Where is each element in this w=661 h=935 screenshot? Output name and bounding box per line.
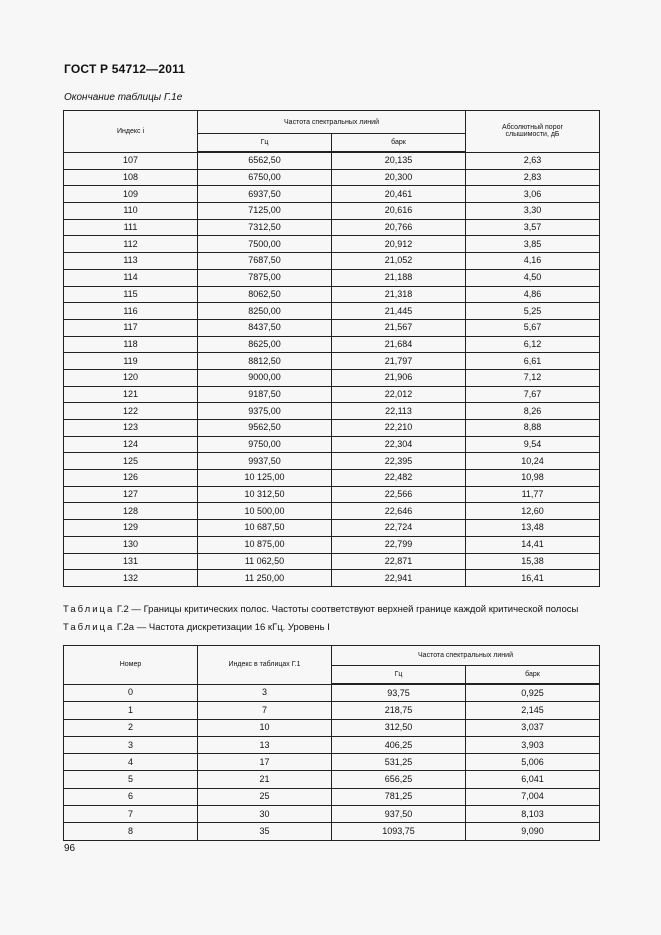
table-cell: 9,090	[466, 823, 600, 840]
table-row	[64, 754, 600, 771]
table-cell: 126	[64, 470, 198, 487]
table-cell: 4	[64, 754, 198, 771]
table-cell: 7687,50	[198, 253, 332, 270]
table-cell: 3,903	[466, 736, 600, 753]
table-cell: 127	[64, 486, 198, 503]
table-cell: 6937,50	[198, 186, 332, 203]
table-cell: 2,83	[466, 169, 600, 186]
table-row	[64, 203, 600, 220]
table-cell: 8062,50	[198, 286, 332, 303]
table-row	[64, 520, 600, 537]
table-cell: 122	[64, 403, 198, 420]
table-cell: 13	[198, 736, 332, 753]
table-cell: 781,25	[332, 788, 466, 805]
table-row	[64, 403, 600, 420]
table-cell: 11,77	[466, 486, 600, 503]
table-cell: 22,304	[332, 436, 466, 453]
spectral-lines-table	[63, 110, 600, 587]
table-cell: 656,25	[332, 771, 466, 788]
table-cell: 10 312,50	[198, 486, 332, 503]
table-cell: 9937,50	[198, 453, 332, 470]
table-cell: 7125,00	[198, 203, 332, 220]
table-row	[64, 319, 600, 336]
table-cell: 9562,50	[198, 420, 332, 437]
table-row	[64, 152, 600, 169]
table-cell: 111	[64, 219, 198, 236]
table-cell: 218,75	[332, 702, 466, 719]
table-cell: 4,50	[466, 269, 600, 286]
table-row	[64, 253, 600, 270]
table-cell: 20,912	[332, 236, 466, 253]
table-cell: 21,445	[332, 303, 466, 320]
table-cell: 120	[64, 369, 198, 386]
table-cell: 7	[64, 806, 198, 823]
table-cell: 312,50	[332, 719, 466, 736]
table-cell: 6,61	[466, 353, 600, 370]
header-hz: Гц	[198, 134, 332, 153]
table-cell: 11 250,00	[198, 570, 332, 587]
table-cell: 22,210	[332, 420, 466, 437]
table-cell: 3,06	[466, 186, 600, 203]
table-row	[64, 736, 600, 753]
table-cell: 35	[198, 823, 332, 840]
table-row	[64, 788, 600, 805]
table-cell: 7,004	[466, 788, 600, 805]
table-cell: 128	[64, 503, 198, 520]
table-row	[64, 353, 600, 370]
table-cell: 5,67	[466, 319, 600, 336]
table-cell: 6750,00	[198, 169, 332, 186]
table-cell: 10,98	[466, 470, 600, 487]
header-abs-threshold: Абсолютный порог слышимости, дБ	[466, 111, 600, 153]
table-cell: 9375,00	[198, 403, 332, 420]
table-cell: 21,797	[332, 353, 466, 370]
table-cell: 20,766	[332, 219, 466, 236]
table-cell: 9187,50	[198, 386, 332, 403]
page-number: 96	[64, 843, 76, 854]
table-cell: 10 500,00	[198, 503, 332, 520]
table-cell: 22,799	[332, 536, 466, 553]
table-cell: 9,54	[466, 436, 600, 453]
table-cell: 21,567	[332, 319, 466, 336]
table-cell: 20,616	[332, 203, 466, 220]
table-cell: 131	[64, 553, 198, 570]
table-cell: 8,103	[466, 806, 600, 823]
table-cell: 20,135	[332, 152, 466, 169]
table-cell: 5	[64, 771, 198, 788]
table-cell: 125	[64, 453, 198, 470]
table-cell: 124	[64, 436, 198, 453]
table-row	[64, 303, 600, 320]
table-cell: 2	[64, 719, 198, 736]
table-cell: 117	[64, 319, 198, 336]
table-cell: 9000,00	[198, 369, 332, 386]
table-cell: 8812,50	[198, 353, 332, 370]
table-cell: 21	[198, 771, 332, 788]
table-row	[64, 436, 600, 453]
table-cell: 21,684	[332, 336, 466, 353]
table-cell: 93,75	[332, 684, 466, 702]
table-cell: 116	[64, 303, 198, 320]
table-cell: 123	[64, 420, 198, 437]
table-row	[64, 470, 600, 487]
table-cell: 118	[64, 336, 198, 353]
table-g2-caption: Таблица Г.2 — Границы критических полос. Частоты соответствуют верхней границе каждой критической полосы	[63, 604, 579, 615]
table-cell: 13,48	[466, 520, 600, 537]
table-cell: 22,113	[332, 403, 466, 420]
table-cell: 16,41	[466, 570, 600, 587]
table-cell: 8250,00	[198, 303, 332, 320]
table-row	[64, 336, 600, 353]
table-row	[64, 420, 600, 437]
table-cell: 2,145	[466, 702, 600, 719]
table-cell: 10 875,00	[198, 536, 332, 553]
table-cell: 121	[64, 386, 198, 403]
table-row	[64, 702, 600, 719]
table-row	[64, 486, 600, 503]
table-cell: 7500,00	[198, 236, 332, 253]
table-row	[64, 719, 600, 736]
header-bark: барк	[332, 134, 466, 153]
table-cell: 1	[64, 702, 198, 719]
table-cell: 5,006	[466, 754, 600, 771]
table-cell: 109	[64, 186, 198, 203]
table-cell: 1093,75	[332, 823, 466, 840]
table-cell: 10	[198, 719, 332, 736]
header-bark: барк	[466, 666, 600, 685]
table-cell: 115	[64, 286, 198, 303]
table-cell: 17	[198, 754, 332, 771]
document-title: ГОСТ Р 54712—2011	[64, 62, 186, 76]
table-cell: 7,67	[466, 386, 600, 403]
table-cell: 107	[64, 152, 198, 169]
table-cell: 130	[64, 536, 198, 553]
table-row	[64, 369, 600, 386]
table-cell: 22,871	[332, 553, 466, 570]
table-row	[64, 269, 600, 286]
table-cell: 22,646	[332, 503, 466, 520]
header-number: Номер	[64, 646, 198, 685]
table-cell: 21,906	[332, 369, 466, 386]
table-cell: 4,86	[466, 286, 600, 303]
table-row	[64, 503, 600, 520]
table-cell: 4,16	[466, 253, 600, 270]
table-cell: 21,318	[332, 286, 466, 303]
table-row	[64, 286, 600, 303]
table-row	[64, 570, 600, 587]
table-row	[64, 219, 600, 236]
table-cell: 2,63	[466, 152, 600, 169]
table-cell: 8437,50	[198, 319, 332, 336]
table-cell: 110	[64, 203, 198, 220]
header-hz: Гц	[332, 666, 466, 685]
table-cell: 3,30	[466, 203, 600, 220]
table-cell: 22,566	[332, 486, 466, 503]
table-cell: 3,85	[466, 236, 600, 253]
table-cell: 20,300	[332, 169, 466, 186]
table-cell: 10 687,50	[198, 520, 332, 537]
table-cell: 3,037	[466, 719, 600, 736]
header-index: Индекс i	[64, 111, 198, 153]
table-row	[64, 553, 600, 570]
table-cell: 22,012	[332, 386, 466, 403]
table-row	[64, 386, 600, 403]
table-cell: 30	[198, 806, 332, 823]
table-cell: 6562,50	[198, 152, 332, 169]
table-g2a-caption: Таблица Г.2а — Частота дискретизации 16 кГц. Уровень I	[63, 622, 330, 633]
table-cell: 22,724	[332, 520, 466, 537]
table-cell: 108	[64, 169, 198, 186]
table-cell: 114	[64, 269, 198, 286]
table-cell: 8	[64, 823, 198, 840]
table-cell: 113	[64, 253, 198, 270]
table-cell: 8,88	[466, 420, 600, 437]
critical-bands-table	[63, 645, 600, 841]
table-cell: 15,38	[466, 553, 600, 570]
table-cell: 112	[64, 236, 198, 253]
table-row	[64, 771, 600, 788]
table-cell: 5,25	[466, 303, 600, 320]
header-frequency: Частота спектральных линий	[332, 646, 600, 666]
table-cell: 20,461	[332, 186, 466, 203]
header-index-in-tables: Индекс в таблицах Г.1	[198, 646, 332, 685]
table-cell: 9750,00	[198, 436, 332, 453]
table-cell: 22,395	[332, 453, 466, 470]
table-cell: 0	[64, 684, 198, 702]
header-frequency: Частота спектральных линий	[198, 111, 466, 134]
table-row	[64, 169, 600, 186]
table-cell: 129	[64, 520, 198, 537]
table-cell: 3,57	[466, 219, 600, 236]
table-cell: 937,50	[332, 806, 466, 823]
table-row	[64, 453, 600, 470]
table-cell: 119	[64, 353, 198, 370]
table-cell: 6,12	[466, 336, 600, 353]
table-cell: 6	[64, 788, 198, 805]
table-cell: 8625,00	[198, 336, 332, 353]
table-cell: 0,925	[466, 684, 600, 702]
table-row	[64, 684, 600, 702]
table-cell: 6,041	[466, 771, 600, 788]
table-row	[64, 823, 600, 840]
table-cell: 132	[64, 570, 198, 587]
table-caption: Окончание таблицы Г.1е	[64, 92, 183, 103]
table-cell: 12,60	[466, 503, 600, 520]
table-cell: 22,482	[332, 470, 466, 487]
table-row	[64, 536, 600, 553]
table-cell: 3	[198, 684, 332, 702]
table-cell: 3	[64, 736, 198, 753]
table-cell: 7875,00	[198, 269, 332, 286]
table-cell: 10 125,00	[198, 470, 332, 487]
table-cell: 11 062,50	[198, 553, 332, 570]
table-cell: 7312,50	[198, 219, 332, 236]
table-cell: 21,188	[332, 269, 466, 286]
table-cell: 531,25	[332, 754, 466, 771]
table-row	[64, 806, 600, 823]
table-cell: 7,12	[466, 369, 600, 386]
table-cell: 14,41	[466, 536, 600, 553]
table-cell: 25	[198, 788, 332, 805]
table-cell: 7	[198, 702, 332, 719]
table-row	[64, 236, 600, 253]
table-row	[64, 186, 600, 203]
table-cell: 8,26	[466, 403, 600, 420]
table-cell: 406,25	[332, 736, 466, 753]
table-cell: 22,941	[332, 570, 466, 587]
table-cell: 21,052	[332, 253, 466, 270]
table-cell: 10,24	[466, 453, 600, 470]
